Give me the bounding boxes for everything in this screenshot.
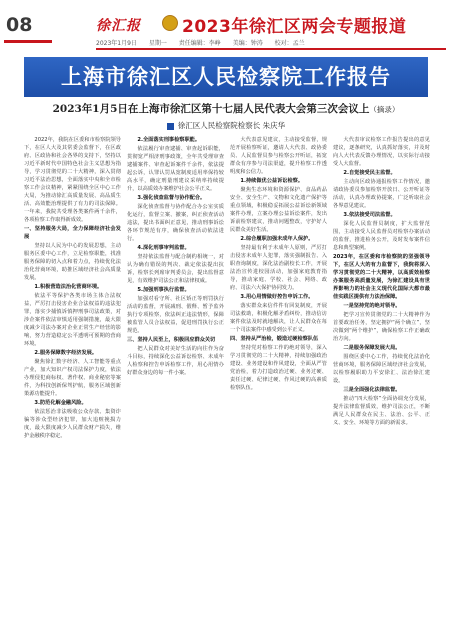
issue-proofreader: 校对：孟兰 bbox=[274, 40, 305, 47]
article-column-4 bbox=[333, 136, 430, 636]
article-paragraph: 依法履行审查逮捕、审查起诉职能，贯彻宽严相济刑事政策，全年共受理审查逮捕案件、审查起诉案件千余件，依法提起公诉，认罪认罚从宽制度适用率保持较高水平，确定刑量刑建议采纳率持续提升，以高质效办案维护社会公平正义。 bbox=[127, 146, 224, 192]
article-paragraph: 依法平等保护各类市场主体合法权益，严厉打击侵害企业合法权益的违法犯罪，落实少捕慎诉慎押刑事司法政策，对涉企案件依法审慎适用强制措施，最大限度减少司法办案对企业正常生产经营的影响，努力营造稳定公平透明可预期的营商环境。 bbox=[24, 293, 121, 347]
article-paragraph: 2022年，我院在区委和市检察院领导下，在区人大及其常委会监督下，在区政府、区政协和社会各界的支持下，坚持以习近平新时代中国特色社会主义思想为指导，学习贯彻党的二十大精神，深入贯彻习近平法治思想，全面落实中央和全市检察工作会议精神，紧紧围绕全区中心工作大局，为推动徐汇高质量发展、高品质生活、高效能治理提供了有力的司法保障。一年来，我院共受理各类案件两千余件，各项检察工作取得新成效。 bbox=[24, 137, 121, 223]
article-heading: 2.自觉接受民主监督。 bbox=[343, 170, 396, 176]
article-paragraph: 聚焦生态环境和资源保护、食品药品安全、安全生产、文物和文化遗产保护等重点领域，积极稳妥拓展公益诉讼新领域案件办理，立案办理公益诉讼案件，发出诉前检察建议，推动问题整改，守护好人民群众美好生活。 bbox=[230, 187, 327, 233]
article-heading: 2023年，在区委和市检察院的坚强领导下，在区人大的有力监督下，我院将深入学习贯彻党的二十大精神，以高质效检察办案服务高质量发展，为徐汇建设具有世界影响力的社会主义现代化国际大都市最佳实践区提供有力法治保障。 bbox=[333, 254, 430, 300]
byline bbox=[24, 120, 428, 131]
article-heading: 2.全面落实刑事检察职能。 bbox=[137, 137, 201, 143]
article-paragraph: 坚持最有利于未成年人原则，严厉打击侵害未成年人犯罪，落实强制报告、入职查询制度，深化法治副校长工作，开展法治宣传进校园活动，加强家庭教育指导，推动家庭、学校、社会、网络、政府、司法六大保护协同发力。 bbox=[230, 245, 327, 291]
article-heading: 一是坚持党的绝对领导。 bbox=[343, 303, 401, 309]
report-subtitle bbox=[24, 101, 428, 116]
national-emblem-icon bbox=[162, 15, 178, 31]
article-paragraph: 把人民群众对美好生活的向往作为奋斗目标，持续深化公益诉讼检察、未成年人检察和控告申诉检察工作，用心用情办好群众身边的每一件小案。 bbox=[127, 346, 224, 376]
page-number: 08 bbox=[6, 14, 33, 36]
article-paragraph: 深化侦查监督与协作配合办公室实质化运行，监督立案、撤案，纠正侦查活动违法，提出书面纠正意见，推动刑事诉讼各环节规范有序，确保侦查活动依法进行。 bbox=[127, 204, 224, 242]
article-heading: 2.综合履职加强未成年人保护。 bbox=[240, 236, 314, 242]
article-paragraph: 聚焦徐汇数字经济、人工智能等重点产业，加大知识产权司法保护力度，依法办理侵犯商标权、著作权、商业秘密等案件，为科技创新保驾护航，服务区域创新策源功能提升。 bbox=[24, 359, 121, 397]
article-heading: 3.防范化解金融风险。 bbox=[34, 400, 87, 406]
article-paragraph: 把学习宣传贯彻党的二十大精神作为首要政治任务，坚定拥护“两个确立”，坚决做到“两个维护”，确保检察工作正确政治方向。 bbox=[333, 312, 430, 342]
article-paragraph: 大代表审议检察工作报告提出的意见建议，逐条研究，认真抓好落实，并及时向人大代表反馈办理情况，以实际行动接受人大监督。 bbox=[333, 137, 430, 167]
article-heading: 3.依法接受司法监督。 bbox=[343, 212, 396, 218]
article-heading: 2.服务保障数字经济发展。 bbox=[34, 350, 98, 356]
article-heading: 三、坚持人民至上，积极回应群众关切 bbox=[127, 337, 216, 343]
issue-weekday: 星期一 bbox=[148, 40, 167, 47]
article-paragraph: 围绕区委中心工作，持续优化法治化营商环境，服务保障区域经济社会发展，以检察履职助力平安徐汇、法治徐汇建设。 bbox=[333, 354, 430, 384]
article-paragraph: 推动“四大检察”全面协调充分发展，提升法律监督质效，维护司法公正，不断满足人民群众在民主、法治、公平、正义、安全、环境等方面的新需求。 bbox=[333, 396, 430, 426]
special-report-title: 2023年徐汇区两会专题报道 bbox=[182, 17, 407, 37]
article-column-2 bbox=[127, 136, 224, 636]
article-body bbox=[24, 136, 430, 636]
article-paragraph: 坚持以人民为中心的发展思想，主动服务区委中心工作，立足检察职能，找准服务保障的切入点和着力点，持续优化法治化营商环境，助推区域经济社会高质量发展。 bbox=[24, 243, 121, 281]
article-paragraph: 依法惩治非法吸收公众存款、集资诈骗等涉众型经济犯罪，加大追赃挽损力度，最大限度减少人民群众财产损失，维护金融秩序稳定。 bbox=[24, 409, 121, 439]
subtitle-main: 2023年1月5日在上海市徐汇区第十七届人民代表大会第三次会议上 bbox=[52, 103, 370, 115]
article-paragraph: 加强对看守所、社区矫正等刑罚执行活动的监督，开展减刑、假释、暂予监外执行专项检察，依法纠正违法情形，保障被监管人员合法权益，促进刑罚执行公正规范。 bbox=[127, 296, 224, 334]
subtitle-note: （摘录） bbox=[369, 105, 400, 114]
article-heading: 4.深化刑事审判监督。 bbox=[137, 245, 190, 251]
article-heading: 3.用心用情做好控告申诉工作。 bbox=[240, 294, 314, 300]
byline-text: 徐汇区人民检察院检察长 朱庆华 bbox=[177, 121, 286, 130]
paper-name: 徐汇报 bbox=[96, 18, 141, 34]
report-title: 上海市徐汇区人民检察院工作报告 bbox=[61, 65, 391, 89]
page-number-underline bbox=[4, 40, 52, 43]
byline-marker-icon bbox=[167, 123, 174, 130]
masthead bbox=[0, 14, 450, 47]
masthead-rule bbox=[96, 48, 446, 50]
article-heading: 二是服务保障发展大局。 bbox=[343, 345, 401, 351]
article-paragraph: 坚持党对检察工作的绝对领导，深入学习贯彻党的二十大精神，持续加强政治建设、业务建设和作风建设，全面从严管党治检，着力打造政治过硬、业务过硬、责任过硬、纪律过硬、作风过硬的高素质检察队伍。 bbox=[230, 345, 327, 391]
article-heading: 三是全面强化法律监督。 bbox=[343, 387, 401, 393]
issue-editor: 责任编辑：李峥 bbox=[178, 40, 221, 47]
article-paragraph: 落实群众来信件件有回复制度，开展司法救助，积极化解矛盾纠纷，推动信访案件依法及时就地解决，让人民群众在每一个司法案件中感受到公平正义。 bbox=[230, 303, 327, 333]
article-heading: 四、坚持从严治检，锻造过硬检察队伍 bbox=[230, 336, 319, 342]
report-banner bbox=[24, 57, 428, 97]
article-paragraph: 大代表意见建议，主动接受监督，规范开展检察听证，邀请人大代表、政协委员、人民监督员参与检察公开听证，拓宽群众有序参与司法渠道，提升检察工作透明度和公信力。 bbox=[230, 137, 327, 175]
article-column-3 bbox=[230, 136, 327, 636]
issue-meta bbox=[96, 38, 315, 47]
article-heading: 1.持续做优公益诉讼检察。 bbox=[240, 178, 304, 184]
issue-designer: 美编：钟涛 bbox=[232, 40, 263, 47]
issue-date: 2023年1月9日 bbox=[96, 40, 137, 47]
article-heading: 5.加强刑事执行监督。 bbox=[137, 287, 190, 293]
article-heading: 一、坚持服务大局，全力保障经济社会发展 bbox=[24, 226, 121, 240]
article-paragraph: 深化人民监督员制度，扩大监督范围，主动接受人民监督员对检察办案活动的监督，推进检务公开，及时发布案件信息和典型案例。 bbox=[333, 221, 430, 251]
article-paragraph: 坚持依法监督与配合制约相统一，对认为确有错误的判决、裁定依法提出抗诉，检察长列席审判委员会，提出监督意见，有效维护司法公正和法律权威。 bbox=[127, 254, 224, 284]
article-heading: 3.强化侦查监督与协作配合。 bbox=[137, 195, 206, 201]
article-column-1 bbox=[24, 136, 121, 636]
article-heading: 1.积极营造法治化营商环境。 bbox=[34, 284, 103, 290]
article-paragraph: 主动向区政协通报检察工作情况，邀请政协委员参加检察开放日、公开听证等活动，认真办理政协提案，广泛听取社会各界意见建议。 bbox=[333, 179, 430, 209]
